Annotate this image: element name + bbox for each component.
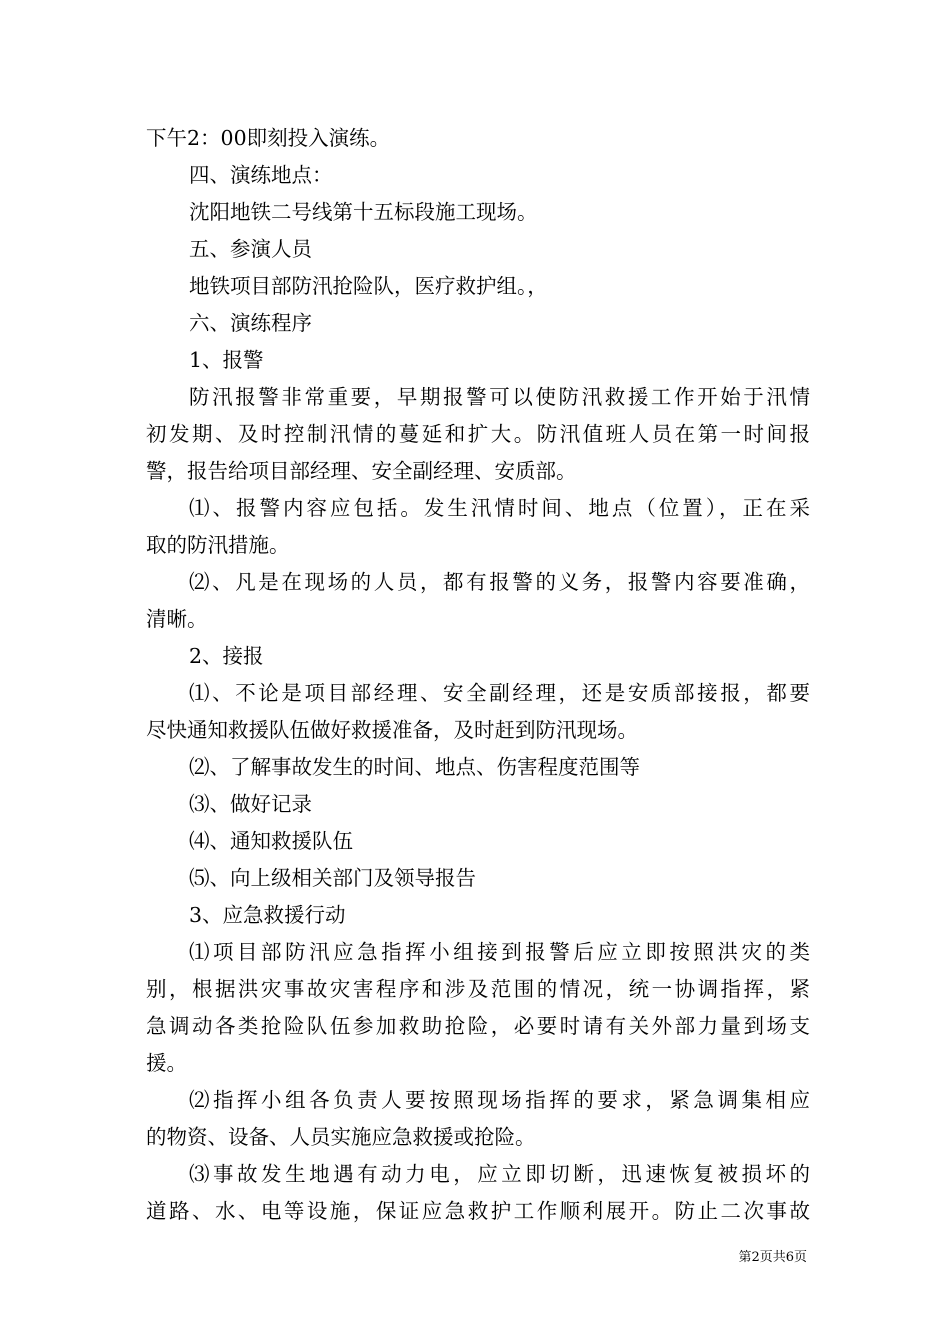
text-line: 警，报告给项目部经理、安全副经理、安质部。 (146, 459, 577, 483)
text-line: 四、演练地点： (189, 163, 333, 187)
text-line: ⑶、做好记录 (189, 792, 312, 816)
text-line: 沈阳地铁二号线第十五标段施工现场。 (189, 200, 538, 224)
text-line: 防汛报警非常重要，早期报警可以使防汛救援工作开始于汛情 (189, 385, 810, 409)
text-line: 急调动各类抢险队伍参加救助抢险，必要时请有关外部力量到场支 (146, 1014, 810, 1038)
text-line: 尽快通知救援队伍做好救援准备，及时赶到防汛现场。 (146, 718, 638, 742)
text-line: 1、报警 (189, 348, 264, 372)
text-line: ⑵、了解事故发生的时间、地点、伤害程度范围等 (189, 755, 640, 779)
text-line: 五、参演人员 (189, 237, 312, 261)
text-line: ⑵、凡是在现场的人员，都有报警的义务，报警内容要准确， (189, 570, 810, 594)
text-line: 3、应急救援行动 (189, 903, 346, 927)
text-line: ⑸、向上级相关部门及领导报告 (189, 866, 476, 890)
text-line: 的物资、设备、人员实施应急救援或抢险。 (146, 1125, 536, 1149)
text-line: ⑷、通知救援队伍 (189, 829, 353, 853)
text-line: 下午2：00即刻投入演练。 (146, 126, 391, 150)
document-body (146, 120, 810, 1230)
text-line: 2、接报 (189, 644, 264, 668)
text-line: ⑵指挥小组各负责人要按照现场指挥的要求，紧急调集相应 (189, 1088, 810, 1112)
text-line: 取的防汛措施。 (146, 533, 290, 557)
text-line: 援。 (146, 1051, 187, 1075)
text-line: 地铁项目部防汛抢险队，医疗救护组。， (189, 274, 548, 298)
text-line: ⑴项目部防汛应急指挥小组接到报警后应立即按照洪灾的类 (189, 940, 810, 964)
text-line: ⑴、报警内容应包括。发生汛情时间、地点（位置），正在采 (189, 496, 810, 520)
text-line: 别，根据洪灾事故灾害程序和涉及范围的情况，统一协调指挥，紧 (146, 977, 810, 1001)
text-line: 初发期、及时控制汛情的蔓延和扩大。防汛值班人员在第一时间报 (146, 422, 810, 446)
text-line: 道路、水、电等设施，保证应急救护工作顺利展开。防止二次事故 (146, 1199, 810, 1223)
page-number-footer: 第2页共6页 (738, 1250, 807, 1265)
text-line: 六、演练程序 (189, 311, 312, 335)
text-line: ⑶事故发生地遇有动力电，应立即切断，迅速恢复被损坏的 (189, 1162, 810, 1186)
text-line: ⑴、不论是项目部经理、安全副经理，还是安质部接报，都要 (189, 681, 810, 705)
text-line: 清晰。 (146, 607, 208, 631)
